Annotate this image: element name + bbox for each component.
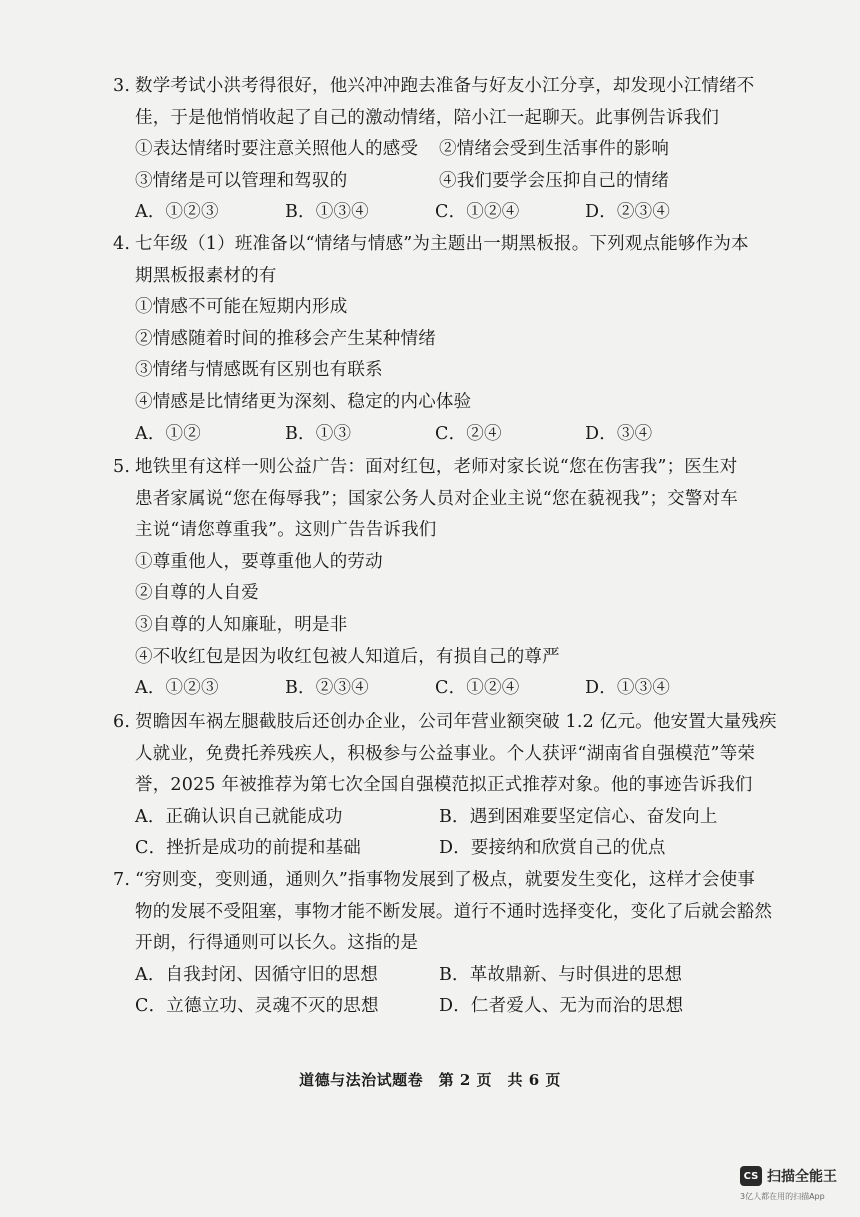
option-c: C．立德立功、灵魂不灭的思想 [135,996,379,1017]
statement: ③情绪是可以管理和驾驭的 [135,170,348,191]
scanner-logo-icon: CS [740,1166,762,1186]
question-stem: 数学考试小洪考得很好，他兴冲冲跑去准备与好友小江分享，却发现小江情绪不 [135,76,755,96]
statement: ③情绪与情感既有区别也有联系 [135,360,383,381]
option-c: C．①②④ [435,202,520,223]
page-footer: 道德与法治试题卷 第 2 页 共 6 页 [299,1071,561,1089]
option-b: B．遇到困难要坚定信心、奋发向上 [439,806,718,827]
statement: ④我们要学会压抑自己的情绪 [439,170,670,191]
question-number: 7. [113,870,131,890]
option-b: B．①③ [285,423,352,444]
option-b: B．②③④ [285,678,369,699]
question-stem: 地铁里有这样一则公益广告：面对红包，老师对家长说“您在伤害我”；医生对 [135,457,738,477]
question-stem: 主说“请您尊重我”。这则广告告诉我们 [135,520,437,541]
question-number: 6. [113,712,131,732]
question-number: 3. [113,76,131,96]
option-a: A．①② [135,423,201,444]
question-stem: 七年级（1）班准备以“情绪与情感”为主题出一期黑板报。下列观点能够作为本 [135,234,749,254]
option-c: C．挫折是成功的前提和基础 [135,838,361,859]
option-d: D．②③④ [585,202,671,223]
statement: ②情绪会受到生活事件的影响 [439,139,670,160]
option-b: B．革故鼎新、与时俱进的思想 [439,964,683,985]
answer-options [135,419,775,451]
statement: ①情感不可能在短期内形成 [135,297,348,318]
option-c: C．②④ [435,423,502,444]
option-d: D．③④ [585,423,653,444]
question-stem: 佳，于是他悄悄收起了自己的激动情绪，陪小江一起聊天。此事例告诉我们 [135,107,720,128]
statement: ④不收红包是因为收红包被人知道后，有损自己的尊严 [135,646,560,667]
option-d: D．仁者爱人、无为而治的思想 [439,996,684,1017]
question-6 [113,707,777,865]
question-3 [113,71,775,229]
option-a: A．①②③ [135,202,219,223]
question-stem: 贺瞻因车祸左腿截肢后还创办企业，公司年营业额突破 1.2 亿元。他安置大量残疾 [135,712,777,732]
statement: ④情感是比情绪更为深刻、稳定的内心体验 [135,391,472,412]
scanner-tagline: 3亿人都在用的扫描App [740,1192,825,1201]
answer-options [135,673,775,705]
question-5 [113,452,775,705]
statement: ③自尊的人知廉耻，明是非 [135,614,348,635]
option-c: C．①②④ [435,678,520,699]
question-number: 4. [113,234,131,254]
option-b: B．①③④ [285,202,369,223]
option-a: A．①②③ [135,678,219,699]
question-number: 5. [113,457,131,477]
option-d: D．①③④ [585,678,671,699]
question-stem: 物的发展不受阻塞，事物才能不断发展。道行不通时选择变化，变化了后就会豁然 [135,901,773,922]
question-stem: 患者家属说“您在侮辱我”；国家公务人员对企业主说“您在藐视我”；交警对车 [135,488,738,509]
question-stem: 誉，2025 年被推荐为第七次全国自强模范拟正式推荐对象。他的事迹告诉我们 [135,775,753,796]
question-stem: “穷则变，变则通，通则久”指事物发展到了极点，就要发生变化，这样才会使事 [135,870,756,890]
scanner-watermark [740,1166,837,1186]
scanner-app-name: 扫描全能王 [767,1169,837,1185]
question-stem: 开朗，行得通则可以长久。这指的是 [135,933,419,954]
option-a: A．正确认识自己就能成功 [135,806,343,827]
statement: ②情感随着时间的推移会产生某种情绪 [135,328,436,349]
question-7 [113,865,775,1023]
statement: ②自尊的人自爱 [135,583,259,604]
option-a: A．自我封闭、因循守旧的思想 [135,964,378,985]
option-d: D．要接纳和欣赏自己的优点 [439,838,666,859]
answer-options [135,197,775,229]
question-4 [113,229,775,450]
question-stem: 人就业，免费托养残疾人，积极参与公益事业。个人获评“湖南省自强模范”等荣 [135,743,756,764]
statement: ①表达情绪时要注意关照他人的感受 [135,139,419,160]
statement: ①尊重他人，要尊重他人的劳动 [135,551,383,572]
question-stem: 期黑板报素材的有 [135,265,277,286]
